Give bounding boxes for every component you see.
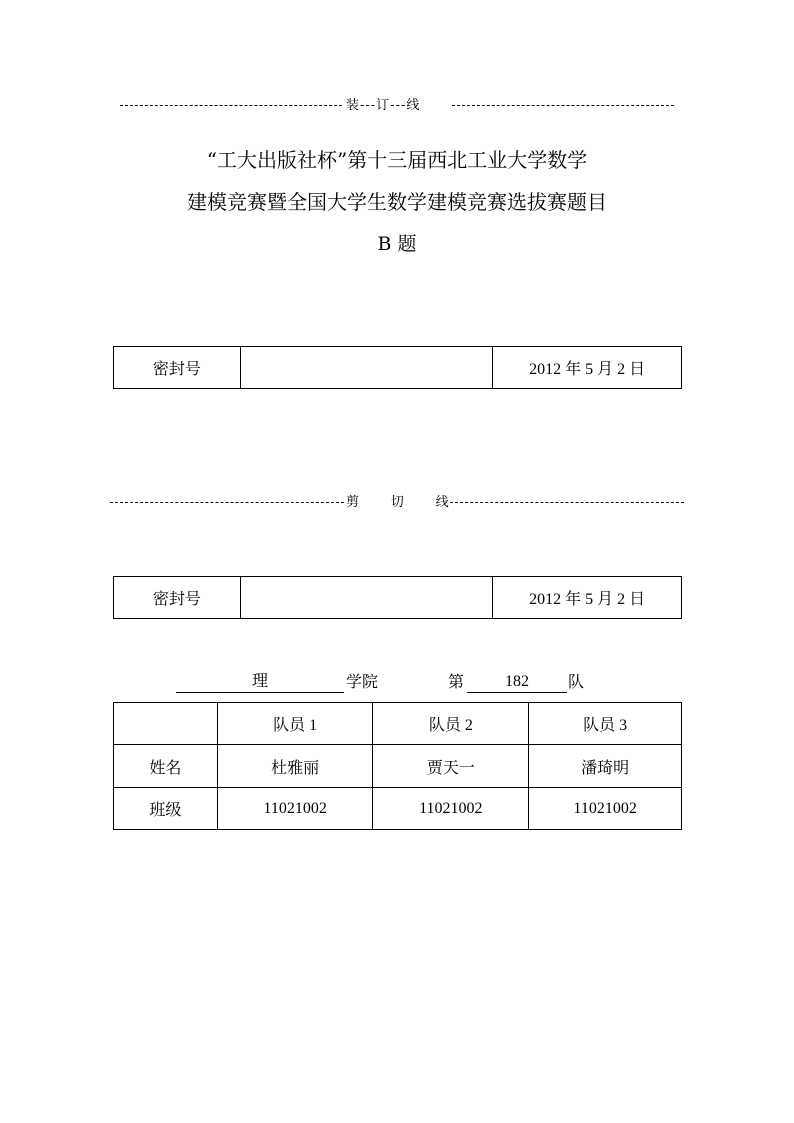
seal-date: 2012 年 5 月 2 日 <box>493 347 682 389</box>
binding-line <box>0 96 794 116</box>
seal-label: 密封号 <box>114 577 241 619</box>
row-label-name: 姓名 <box>114 745 218 788</box>
header-member-2: 队员 2 <box>373 703 529 745</box>
cut-line-right-dash <box>450 502 684 503</box>
member-2-name: 贾天一 <box>373 745 529 788</box>
seal-box-bottom <box>113 576 682 619</box>
row-label-class: 班级 <box>114 788 218 830</box>
table-row-class <box>114 788 682 830</box>
seal-date: 2012 年 5 月 2 日 <box>493 577 682 619</box>
cut-line-left-dash <box>110 502 344 503</box>
table-row-name <box>114 745 682 788</box>
member-1-name: 杜雅丽 <box>217 745 373 788</box>
seal-label: 密封号 <box>114 347 241 389</box>
binding-line-label: 装---订---线 <box>346 98 421 113</box>
cut-line <box>0 493 794 513</box>
member-3-name: 潘琦明 <box>529 745 682 788</box>
seal-box-bottom-row <box>114 577 682 619</box>
college-field[interactable]: 理 <box>176 670 344 693</box>
members-table-header-row <box>114 703 682 745</box>
team-number-field[interactable]: 182 <box>467 670 567 693</box>
team-info-line <box>0 670 794 696</box>
seal-box-top <box>113 346 682 389</box>
member-3-class: 11021002 <box>529 788 682 830</box>
header-member-3: 队员 3 <box>529 703 682 745</box>
header-member-1: 队员 1 <box>217 703 373 745</box>
team-suffix: 队 <box>568 674 585 691</box>
cut-line-label: 剪 切 线 <box>346 495 450 510</box>
seal-number-field[interactable] <box>240 347 493 389</box>
title-line-2: 建模竞赛暨全国大学生数学建模竞赛选拔赛题目 <box>187 190 607 214</box>
binding-line-right-dash <box>452 105 674 106</box>
title-line-1: “工大出版社杯”第十三届西北工业大学数学 <box>206 148 588 172</box>
header-corner-cell <box>114 703 218 745</box>
member-2-class: 11021002 <box>373 788 529 830</box>
seal-box-top-row <box>114 347 682 389</box>
team-prefix: 第 <box>448 674 465 691</box>
seal-number-field[interactable] <box>240 577 493 619</box>
college-suffix: 学院 <box>346 674 379 691</box>
member-1-class: 11021002 <box>217 788 373 830</box>
members-table <box>113 702 682 830</box>
title-problem: B 题 <box>377 233 417 255</box>
binding-line-left-dash <box>120 105 342 106</box>
